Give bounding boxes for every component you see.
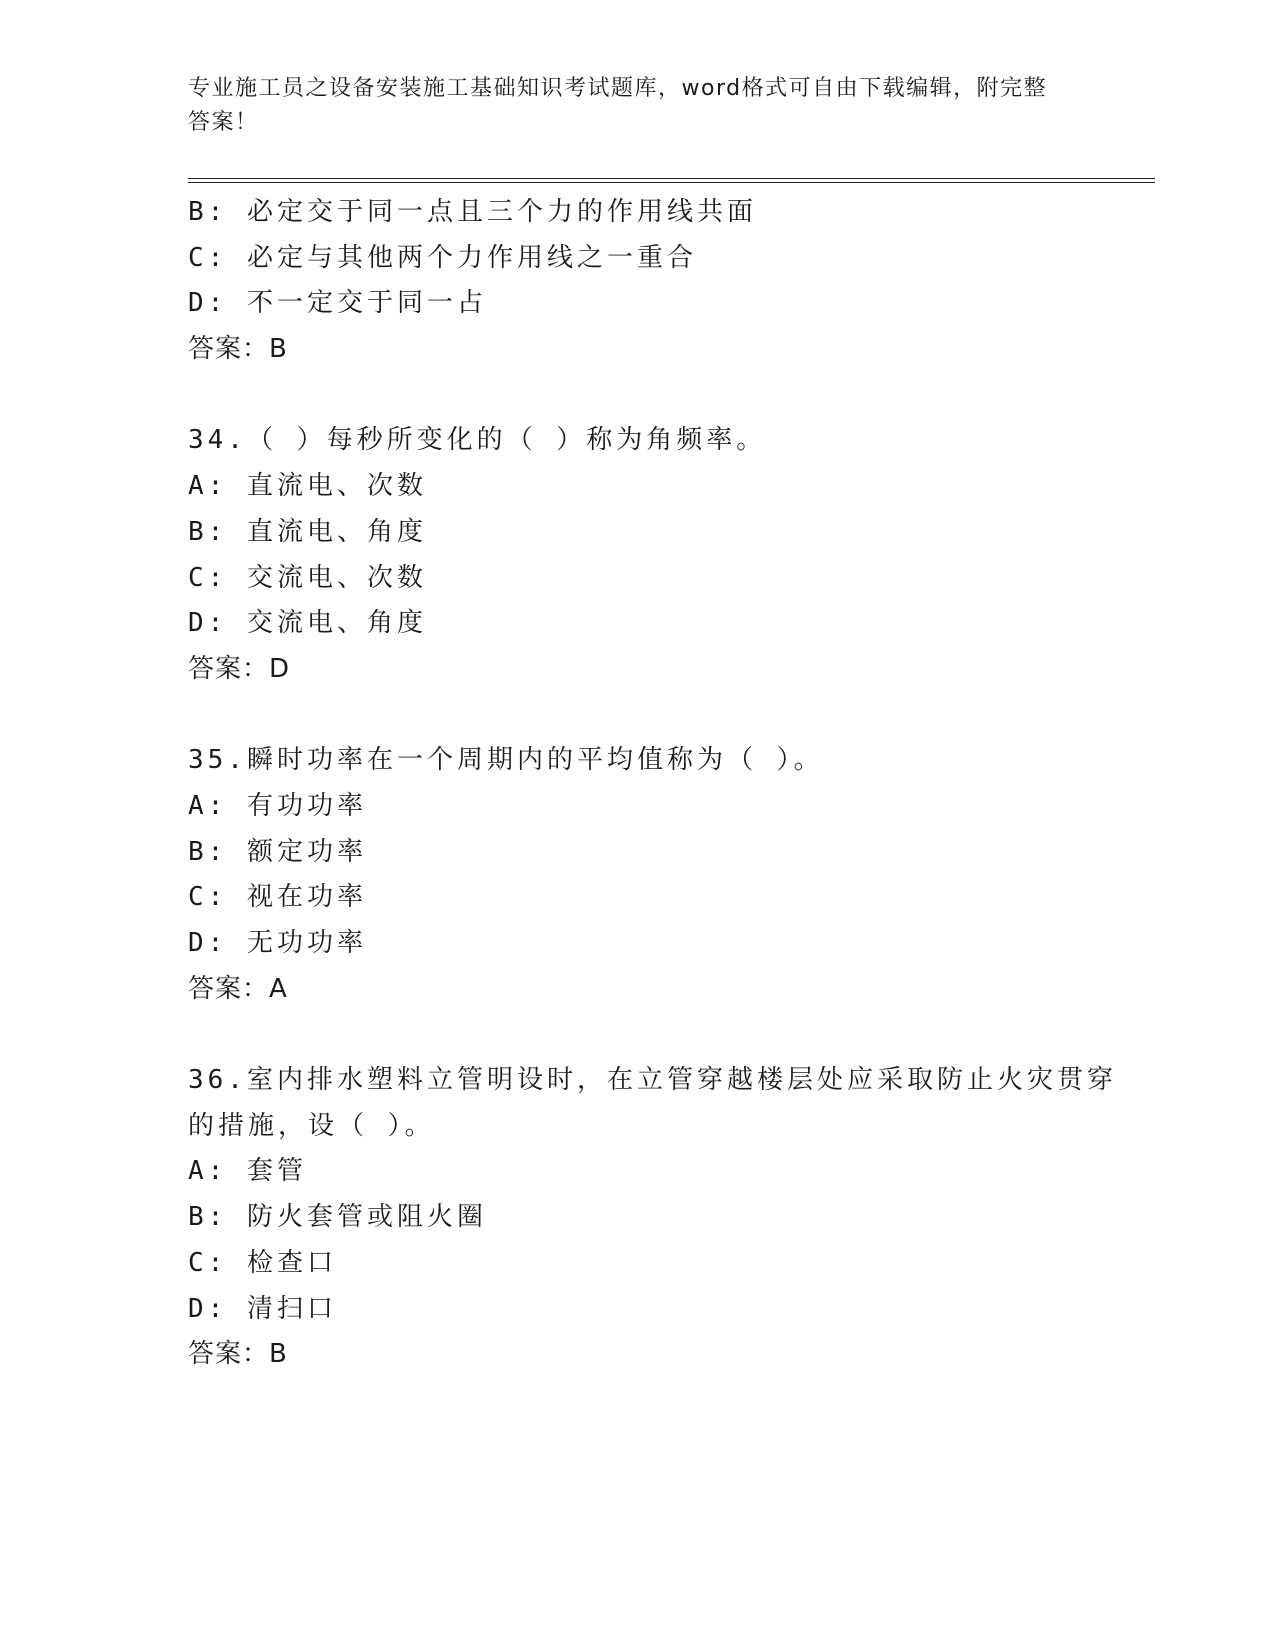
question-list [188, 190, 1117, 1378]
option-d: D: 清扫口 [188, 1293, 337, 1324]
answer-line: 答案：D [188, 653, 291, 684]
option-d: D: 无功功率 [188, 928, 367, 958]
question-34 [188, 418, 1088, 692]
option-c: C: 视在功率 [188, 882, 367, 913]
option-b: B: 额定功率 [188, 836, 367, 867]
option-c: C: 检查口 [188, 1247, 337, 1278]
answer-line: 答案：A [188, 973, 288, 1004]
option-a: A: 有功功率 [188, 790, 367, 821]
spacer [188, 373, 1088, 419]
question-35 [188, 738, 1088, 1012]
option-b: B: 直流电、角度 [188, 516, 427, 547]
question-36 [188, 1058, 1117, 1378]
option-c: C: 交流电、次数 [188, 562, 427, 593]
spacer [188, 1012, 1088, 1058]
option-d: D: 交流电、角度 [188, 608, 427, 639]
spacer [188, 693, 1088, 739]
option-b: B: 防火套管或阻火圈 [188, 1202, 487, 1233]
question-stem-line-2: 的措施，设（ ）。 [188, 1110, 435, 1141]
document-header: 专业施工员之设备安装施工基础知识考试题库，word格式可自由下载编辑，附完整答案！ [188, 76, 1048, 135]
option-c: C: 必定与其他两个力作用线之一重合 [188, 242, 697, 273]
option-a: A: 直流电、次数 [188, 471, 427, 502]
option-b: B: 必定交于同一点且三个力的作用线共面 [188, 197, 757, 227]
option-a: A: 套管 [188, 1156, 307, 1187]
option-d: D: 不一定交于同一占 [188, 288, 487, 319]
answer-line: 答案：B [188, 1339, 288, 1370]
question-fragment [188, 190, 1088, 373]
question-stem: 35.瞬时功率在一个周期内的平均值称为（ ）。 [188, 745, 824, 776]
question-stem-line-1: 36.室内排水塑料立管明设时，在立管穿越楼层处应采取防止火灾贯穿 [188, 1065, 1117, 1096]
question-stem: 34.（ ）每秒所变化的（ ）称为角频率。 [188, 425, 767, 456]
header-divider [188, 178, 1155, 183]
answer-line: 答案：B [188, 334, 288, 365]
